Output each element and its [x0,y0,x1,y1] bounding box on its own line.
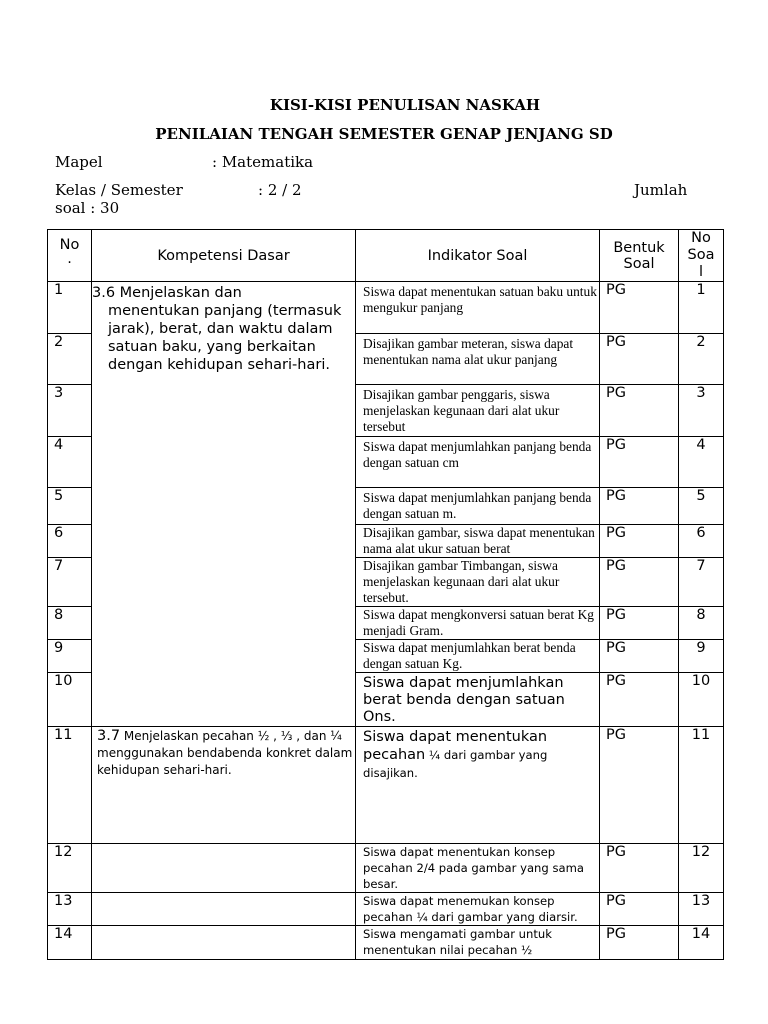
table-header-row [48,230,724,282]
bentuk-soal: PG [600,727,679,844]
kd-3-6-first-line: 3.6 Menjelaskan dan [92,285,242,301]
row-number: 7 [48,558,92,607]
kd-3-7-text: Menjelaskan pecahan ½ , ⅓ , dan ¼ menggunakan bendabenda konkret dalam kehidupan sehari-hari. [97,729,353,777]
header-nosoal-line1: No [691,230,711,246]
nomor-soal: 8 [679,607,724,640]
jumlah-label: Jumlah [634,181,688,199]
nomor-soal: 11 [679,727,724,844]
bentuk-soal: PG [600,525,679,558]
jumlah-value: soal : 30 [55,199,120,217]
document-title: KISI-KISI PENULISAN NASKAH [269,96,541,114]
indikator-soal: Siswa dapat menentukan konsep pecahan 2/4 pada gambar yang sama besar. [356,844,600,893]
row-number: 12 [48,844,92,893]
kompetensi-dasar-empty [92,844,356,893]
table-row [48,282,724,334]
row-number: 8 [48,607,92,640]
kompetensi-dasar-3-6 [92,282,356,727]
row-number: 2 [48,334,92,385]
nomor-soal: 6 [679,525,724,558]
table-row [48,926,724,960]
nomor-soal: 2 [679,334,724,385]
bentuk-soal: PG [600,385,679,437]
header-bentuk-line1: Bentuk [613,239,665,256]
bentuk-soal: PG [600,893,679,926]
indikator-soal-detail: ¼ dari gambar yang disajikan. [363,748,548,780]
indikator-soal: Siswa dapat menjumlahkan berat benda dengan satuan Kg. [356,640,600,673]
indikator-soal-main: Siswa dapat menentukan pecahan [363,729,548,763]
row-number: 1 [48,282,92,334]
header-no-soal [679,230,724,282]
header-nosoal-line3: l [698,264,704,280]
indikator-soal: Disajikan gambar meteran, siswa dapat menentukan nama alat ukur panjang [356,334,600,385]
nomor-soal: 13 [679,893,724,926]
kd-3-6-text: menentukan panjang (termasuk jarak), berat, dan waktu dalam satuan baku, yang berkaitan dengan kehidupan sehari-hari. [108,303,342,373]
nomor-soal: 9 [679,640,724,673]
bentuk-soal: PG [600,673,679,727]
kisi-kisi-table [47,229,724,960]
header-indikator-soal: Indikator Soal [356,230,600,282]
header-bentuk-soal [600,230,679,282]
indikator-soal: Siswa dapat menentukan satuan baku untuk mengukur panjang [356,282,600,334]
row-number: 5 [48,488,92,525]
kelas-label: Kelas / Semester [55,181,183,199]
header-kompetensi-dasar: Kompetensi Dasar [92,230,356,282]
mapel-value: : Matematika [212,153,314,171]
header-no-line2: . [67,251,72,267]
row-number: 3 [48,385,92,437]
indikator-soal: Siswa mengamati gambar untuk menentukan nilai pecahan ½ [356,926,600,960]
nomor-soal: 5 [679,488,724,525]
bentuk-soal: PG [600,607,679,640]
row-number: 6 [48,525,92,558]
bentuk-soal: PG [600,926,679,960]
row-number: 11 [48,727,92,844]
indikator-soal: Siswa dapat menjumlahkan berat benda dengan satuan Ons. [356,673,600,727]
nomor-soal: 14 [679,926,724,960]
nomor-soal: 1 [679,282,724,334]
header-bentuk-line2: Soal [623,255,655,272]
header-nosoal-line2: Soa [687,247,715,263]
indikator-soal: Siswa dapat menjumlahkan panjang benda dengan satuan m. [356,488,600,525]
row-number: 13 [48,893,92,926]
indikator-soal: Siswa dapat mengkonversi satuan berat Kg menjadi Gram. [356,607,600,640]
kd-3-7-number: 3.7 [97,728,121,744]
indikator-soal: Disajikan gambar Timbangan, siswa menjelaskan kegunaan dari alat ukur tersebut. [356,558,600,607]
bentuk-soal: PG [600,437,679,488]
kelas-value: : 2 / 2 [258,181,302,199]
document-subtitle: PENILAIAN TENGAH SEMESTER GENAP JENJANG SD [155,125,613,143]
kompetensi-dasar-empty [92,926,356,960]
bentuk-soal: PG [600,844,679,893]
header-no-line1: No [59,237,80,253]
mapel-label: Mapel [55,153,103,171]
row-number: 10 [48,673,92,727]
indikator-soal [356,727,600,844]
row-number: 4 [48,437,92,488]
bentuk-soal: PG [600,488,679,525]
bentuk-soal: PG [600,640,679,673]
bentuk-soal: PG [600,334,679,385]
row-number: 14 [48,926,92,960]
nomor-soal: 12 [679,844,724,893]
indikator-soal: Siswa dapat menjumlahkan panjang benda dengan satuan cm [356,437,600,488]
table-row [48,844,724,893]
table-row [48,893,724,926]
indikator-soal: Disajikan gambar, siswa dapat menentukan nama alat ukur satuan berat [356,525,600,558]
kompetensi-dasar-empty [92,893,356,926]
table-row [48,727,724,844]
row-number: 9 [48,640,92,673]
bentuk-soal: PG [600,558,679,607]
nomor-soal: 10 [679,673,724,727]
kompetensi-dasar-3-7 [92,727,356,844]
nomor-soal: 4 [679,437,724,488]
indikator-soal: Disajikan gambar penggaris, siswa menjelaskan kegunaan dari alat ukur tersebut [356,385,600,437]
header-no [48,230,92,282]
nomor-soal: 3 [679,385,724,437]
indikator-soal: Siswa dapat menemukan konsep pecahan ¼ dari gambar yang diarsir. [356,893,600,926]
nomor-soal: 7 [679,558,724,607]
bentuk-soal: PG [600,282,679,334]
